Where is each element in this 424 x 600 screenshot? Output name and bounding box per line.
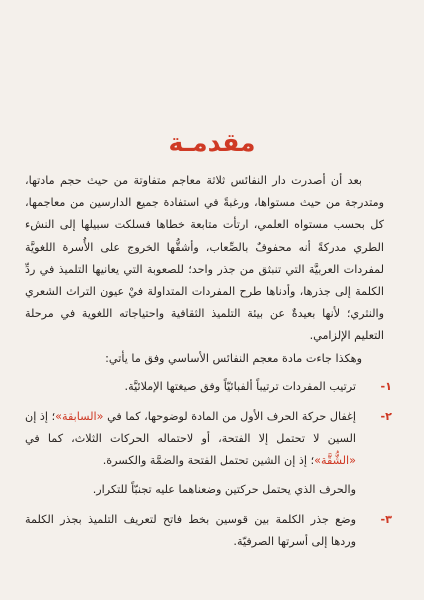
list-item-text-part: ؛ إذ إن الشين تحتمل الفتحة والضمَّة والكسرة. [102, 454, 315, 468]
document-body [25, 170, 392, 561]
intro-lead-in: وهكذا جاءت مادة معجم النفائس الأساسي وفق ما يأتي: [105, 351, 362, 365]
list-item-text: وضع جذر الكلمة بين قوسين بخط فاتح لتعريف التلميذ بجذر الكلمة وردها إلى أسرتها الصرفيّة. [25, 512, 356, 549]
list-item-number: ٣- [380, 512, 392, 526]
list-item-text: ترتيب المفردات ترتيباً ألفبائيّاً وفق صيغتها الإملائيَّة. [124, 379, 356, 393]
list-item [25, 406, 392, 501]
list-item-note: والحرف الذي يحتمل حركتين وضعناهما عليه تجنبّاً للتكرار. [92, 482, 356, 496]
list-item-text-part: ؛ إذ إن السين لا تحتمل إلا الفتحة، أو لاحتماله الحركات الثلاث، كما في [25, 410, 356, 446]
list-item [25, 509, 392, 553]
list-item-text-part: إغفال حركة الحرف الأول من المادة لوضوحها، كما في [103, 410, 356, 424]
page-title: مقدمـة [168, 128, 256, 157]
list-item-number: ٢- [380, 410, 392, 424]
list-item-text [25, 406, 356, 473]
list-item-number: ١- [380, 379, 392, 393]
numbered-list [25, 376, 392, 553]
bleed-through-text [18, 0, 410, 128]
quoted-example-word: «السابقة» [55, 410, 104, 424]
intro-paragraph: بعد أن أصدرت دار النفائس ثلاثة معاجم متفاوتة من حيث حجم مادتها، ومتدرجة من حيث مستواها، ورغبةً في استفادة جميع الدارسين من معاجمها، كل بحسب مستواه العلمي، ارتأت متابعة خطاها فسلكت سبيلها إلى النشء الطري مدركةً أنه محفوفٌ بالصِّعاب، وأشقُّها الخروج على الأُسرة اللغويَّة لمفردات العربيَّة التي تنبثق من جذر واحد؛ للصعوبة التي يعانيها التلميذ في ردِّ الكلمة إلى جذرها، وأدناها طرح المفردات المتداولة فيْ عيون التراث الشعري والنثري؛ لأنها بعيدةٌ عن بيئة التلميذ الثقافية واحتياجاته اللغوية في مرحلة التعليم الإلزامي. [25, 174, 384, 343]
list-item [25, 376, 392, 398]
quoted-example-word: «الشُّقَّة» [314, 454, 356, 468]
